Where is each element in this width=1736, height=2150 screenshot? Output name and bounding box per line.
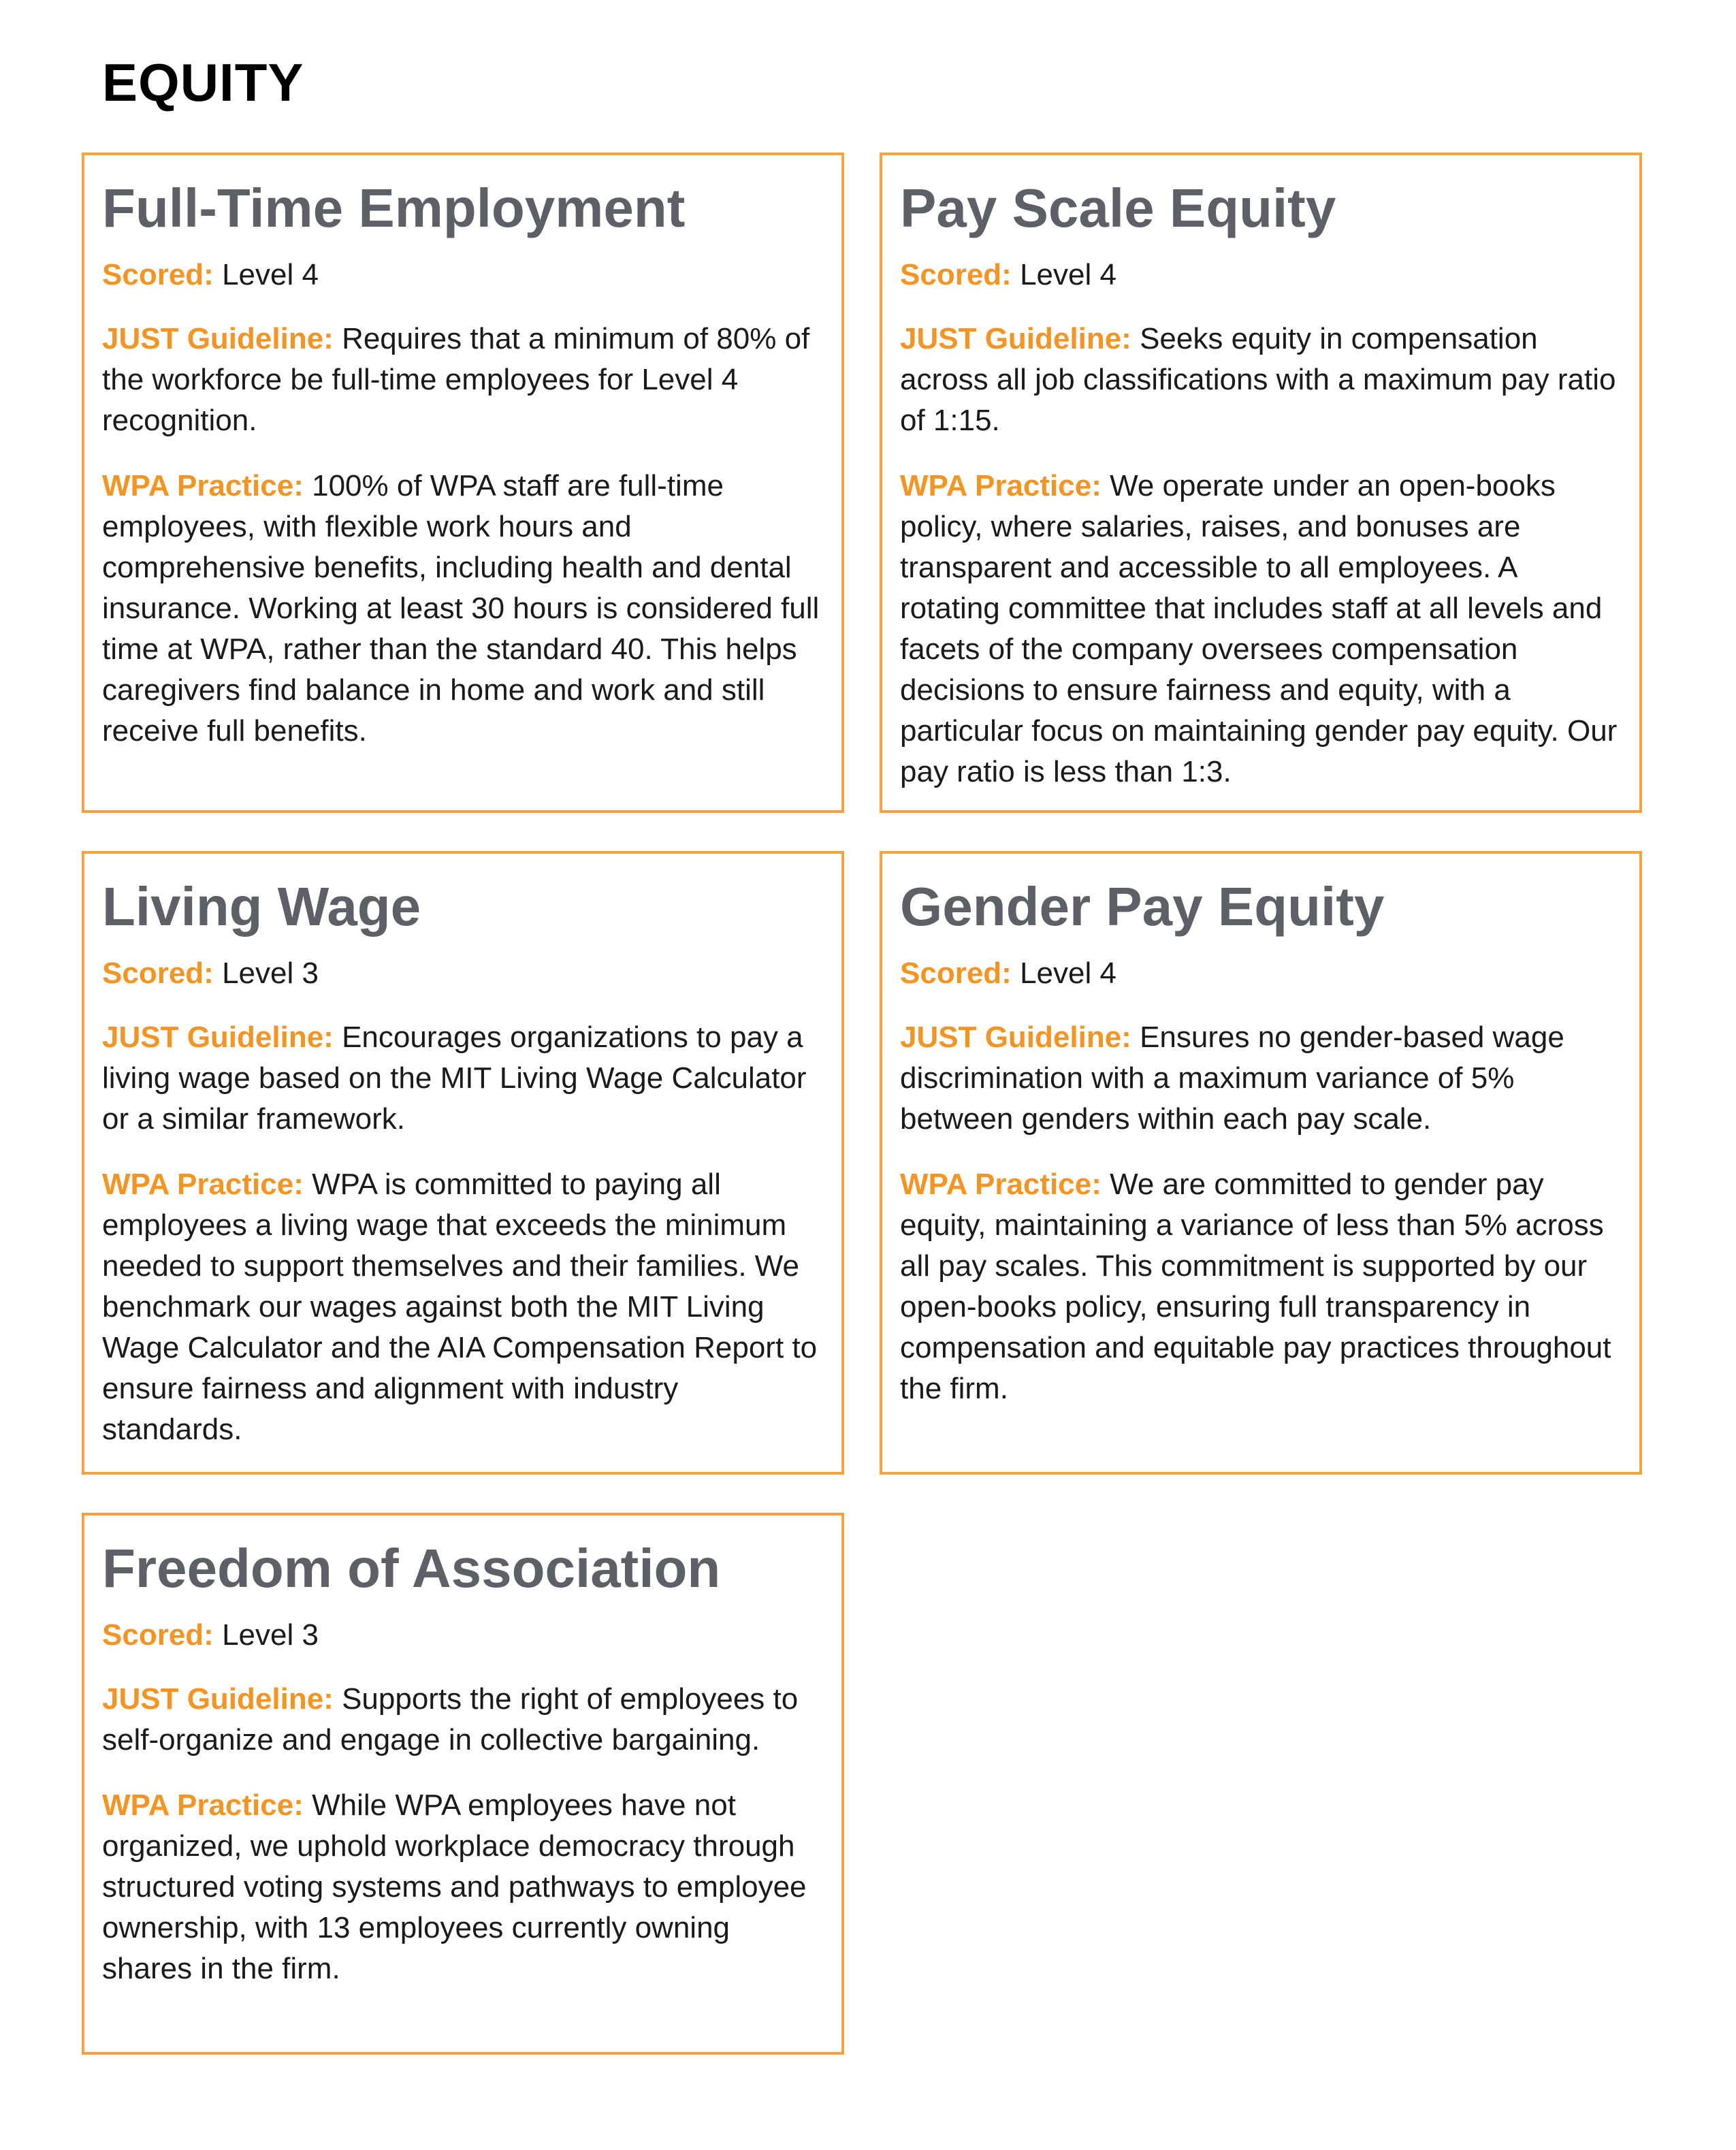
card-pay-scale-equity xyxy=(880,153,1642,813)
guideline-paragraph xyxy=(102,319,824,441)
card-title: Pay Scale Equity xyxy=(900,178,1336,238)
scored-value: Level 4 xyxy=(1020,258,1116,291)
scored-line xyxy=(102,1615,824,1656)
practice-label: WPA Practice: xyxy=(102,1788,304,1822)
practice-paragraph xyxy=(102,1785,824,1989)
card-living-wage xyxy=(82,851,844,1475)
practice-label: WPA Practice: xyxy=(900,469,1102,502)
card-full-time-employment xyxy=(82,153,844,813)
guideline-paragraph xyxy=(900,319,1622,441)
practice-label: WPA Practice: xyxy=(900,1168,1102,1201)
scored-line xyxy=(102,255,824,295)
scored-value: Level 3 xyxy=(222,957,319,990)
practice-text: We operate under an open-books policy, where salaries, raises, and bonuses are transparent and accessible to all employees. A rotating committee that includes staff at all levels and facets of the company oversees compensation decisions to ensure fairness and equity, with a particular focus on maintaining gender pay equity. Our pay ratio is less than 1:3. xyxy=(900,469,1618,788)
scored-value: Level 4 xyxy=(222,258,319,291)
scored-value: Level 4 xyxy=(1020,957,1116,990)
page-title: EQUITY xyxy=(102,52,304,112)
practice-text: While WPA employees have not organized, we uphold workplace democracy through structured voting systems and pathways to employee ownership, with 13 employees currently owning shares in the firm. xyxy=(102,1788,807,1985)
card-title: Full-Time Employment xyxy=(102,178,686,238)
scored-label: Scored: xyxy=(102,258,214,291)
guideline-label: JUST Guideline: xyxy=(102,1682,334,1716)
guideline-text: Ensures no gender-based wage discrimination with a maximum variance of 5% between genders within each pay scale. xyxy=(900,1021,1564,1136)
practice-label: WPA Practice: xyxy=(102,1168,304,1201)
practice-paragraph xyxy=(900,1164,1622,1409)
practice-text: WPA is committed to paying all employees a living wage that exceeds the minimum needed to support themselves and their families. We benchmark our wages against both the MIT Living Wage Calculator and the AIA Compensation Report to ensure fairness and alignment with industry standards. xyxy=(102,1168,818,1446)
practice-paragraph xyxy=(102,466,824,752)
guideline-text: Encourages organizations to pay a living wage based on the MIT Living Wage Calculator or a similar framework. xyxy=(102,1021,807,1136)
practice-paragraph xyxy=(900,466,1622,792)
guideline-text: Seeks equity in compensation across all job classifications with a maximum pay ratio of 1:15. xyxy=(900,322,1616,437)
guideline-label: JUST Guideline: xyxy=(900,1021,1131,1054)
practice-label: WPA Practice: xyxy=(102,469,304,502)
card-title: Freedom of Association xyxy=(102,1538,721,1599)
guideline-paragraph xyxy=(102,1017,824,1140)
scored-line xyxy=(102,953,824,994)
guideline-text: Supports the right of employees to self-organize and engage in collective bargaining. xyxy=(102,1682,799,1756)
scored-label: Scored: xyxy=(102,957,214,990)
scored-label: Scored: xyxy=(102,1618,214,1652)
guideline-text: Requires that a minimum of 80% of the workforce be full-time employees for Level 4 recognition. xyxy=(102,322,810,437)
scored-line xyxy=(900,255,1622,295)
scored-value: Level 3 xyxy=(222,1618,319,1652)
scored-label: Scored: xyxy=(900,957,1012,990)
card-title: Living Wage xyxy=(102,876,421,937)
practice-paragraph xyxy=(102,1164,824,1450)
scored-label: Scored: xyxy=(900,258,1012,291)
guideline-label: JUST Guideline: xyxy=(900,322,1131,355)
guideline-label: JUST Guideline: xyxy=(102,1021,334,1054)
guideline-paragraph xyxy=(102,1679,824,1761)
guideline-paragraph xyxy=(900,1017,1622,1140)
guideline-label: JUST Guideline: xyxy=(102,322,334,355)
scored-line xyxy=(900,953,1622,994)
card-title: Gender Pay Equity xyxy=(900,876,1385,937)
card-gender-pay-equity xyxy=(880,851,1642,1475)
practice-text: We are committed to gender pay equity, maintaining a variance of less than 5% across all pay scales. This commitment is supported by our open-books policy, ensuring full transparency in compensation and equitable pay practices throughout the firm. xyxy=(900,1168,1611,1405)
practice-text: 100% of WPA staff are full-time employees, with flexible work hours and comprehensive benefits, including health and dental insurance. Working at least 30 hours is considered full time at WPA, rather than the standard 40. This helps caregivers find balance in home and work and still receive full benefits. xyxy=(102,469,820,748)
card-freedom-of-association xyxy=(82,1513,844,2055)
